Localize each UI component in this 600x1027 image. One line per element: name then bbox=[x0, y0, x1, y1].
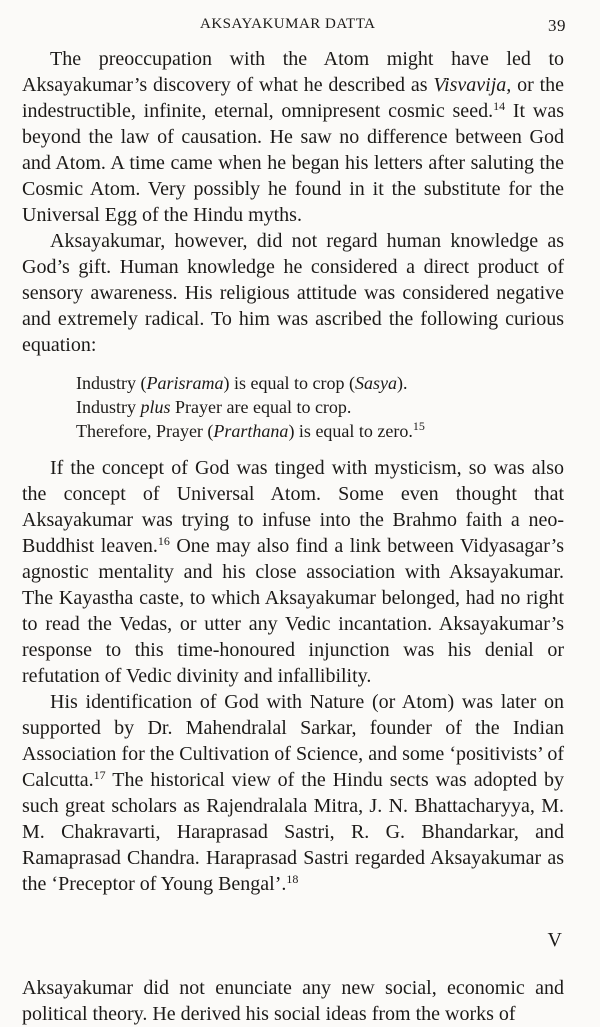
footnote-ref-15: 15 bbox=[412, 419, 425, 433]
term-visvavija: Visvavija, bbox=[433, 74, 512, 96]
footnote-ref-14: 14 bbox=[493, 99, 506, 113]
quote-line-2: Industry plus Prayer are equal to crop. bbox=[76, 397, 352, 417]
equation-quote bbox=[76, 371, 564, 443]
running-title: AKSAYAKUMAR DATTA bbox=[200, 16, 376, 32]
paragraph-2: Aksayakumar, however, did not regard human knowledge as God’s gift. Human knowledge he considered a direct product of sensory awareness. His religious attitude was considered negative and extremely radical. To him was ascribed the following curious equation: bbox=[22, 230, 564, 356]
paragraph-3: If the concept of God was tinged with mysticism, so was also the concept of Universal Atom. Some even thought that Aksayakumar was trying to infuse into the Brahmo faith a neo-Buddhist leaven.$^{16}$ One may also find a link between Vidyasagar’s agnostic mentality and his close association with Aksayakumar. The Kayastha caste, to which Aksayakumar belonged, had no right to read the Vedas, or utter any Vedic incantation. Aksayakumar’s response to this time-honoured injunction was his denial or refutation of Vedic divinity and infallibility. bbox=[22, 457, 564, 687]
body-text bbox=[22, 46, 564, 1027]
section-heading-v: V bbox=[547, 929, 562, 951]
paragraph-1: The preoccupation with the Atom might have led to Aksayakumar’s discovery of what he described as Visvavija, or the indestructible, infinite, eternal, omnipresent cosmic seed.$^{14}$ It was beyond the law of causation. He saw no difference between God and Atom. A time came when he began his letters after saluting the Cosmic Atom. Very possibly he found in it the substitute for the Universal Egg of the Hindu myths. bbox=[22, 48, 565, 226]
footnote-ref-17: 17 bbox=[93, 768, 106, 782]
quote-line-1: Industry (Parisrama) is equal to crop (Sasya). bbox=[76, 373, 408, 393]
footnote-ref-16: 16 bbox=[157, 534, 170, 548]
page-number: 39 bbox=[548, 16, 566, 35]
paragraph-4: His identification of God with Nature (or Atom) was later on supported by Dr. Mahendralal Sarkar, founder of the Indian Association for the Cultivation of Science, and some ‘positivists’ of Calcutta.$^{17}$ The historical view of the Hindu sects was adopted by such great scholars as Rajendralala Mitra, J. N. Bhattacharyya, M. M. Chakravarti, Haraprasad Sastri, R. G. Bhandarkar, and Ramaprasad Chandra. Haraprasad Sastri regarded Aksayakumar as the ‘Preceptor of Young Bengal’.$^{18}$ bbox=[22, 691, 564, 895]
quote-line-3: Therefore, Prayer (Prarthana) is equal to zero.$^{15}$ bbox=[76, 419, 425, 441]
paragraph-5: Aksayakumar did not enunciate any new social, economic and political theory. He derived his social ideas from the works of bbox=[22, 977, 564, 1025]
footnote-ref-18: 18 bbox=[286, 872, 299, 886]
